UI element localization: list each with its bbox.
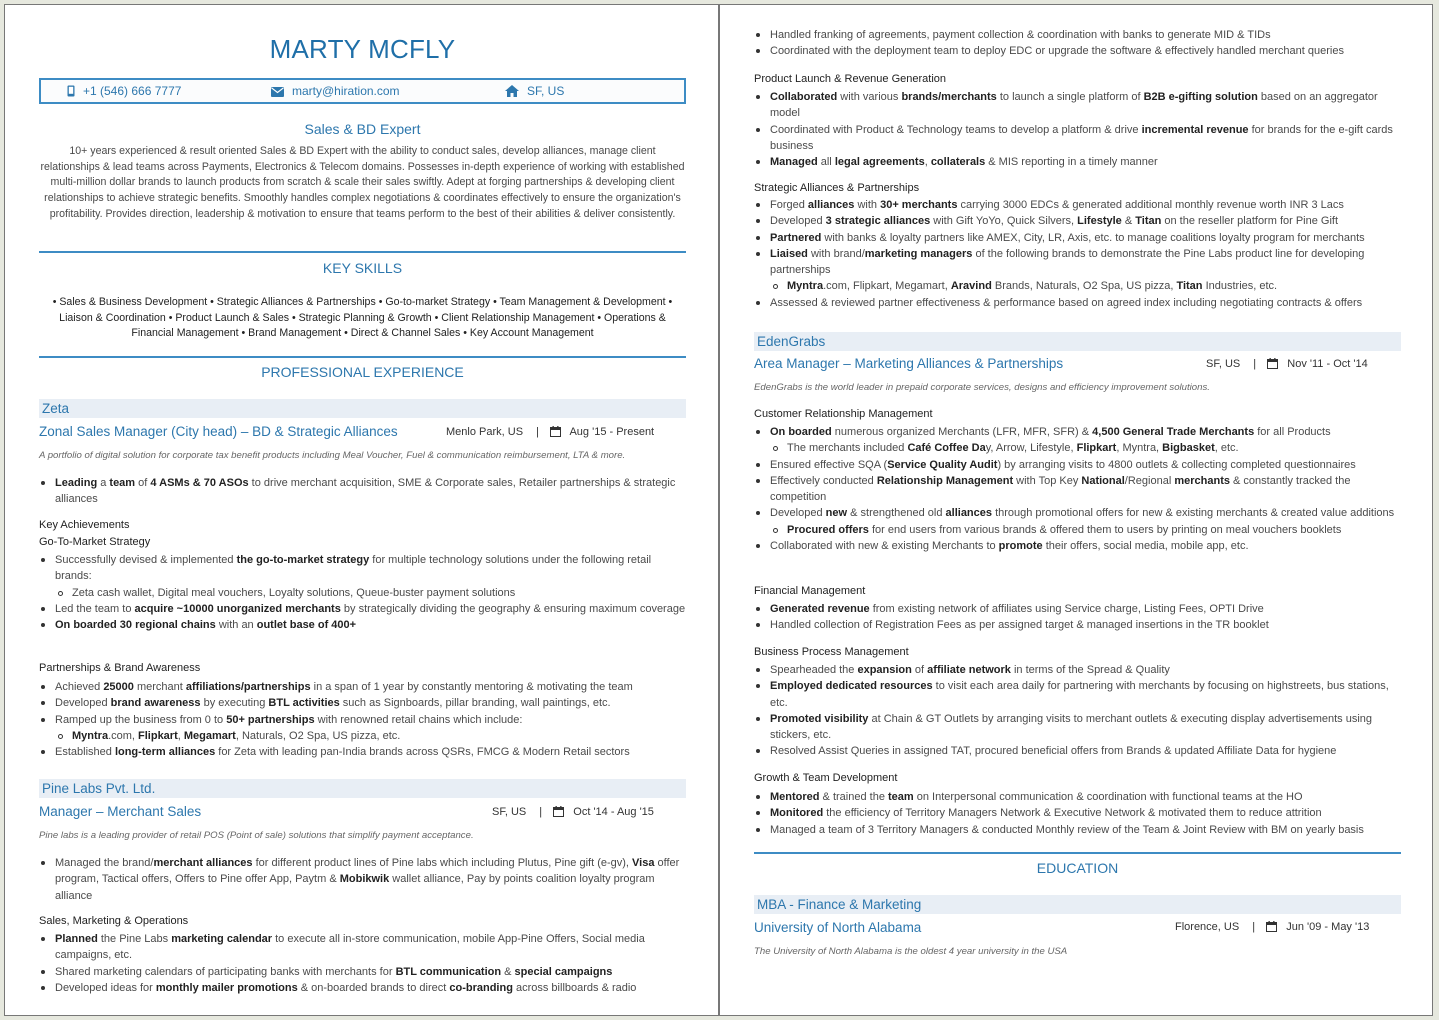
list-item: Coordinated with Product & Technology teams to develop a platform & drive incremental revenue for brands for the e-gift cards business <box>754 122 1401 155</box>
job-meta-edengrabs <box>1206 358 1368 370</box>
bullet-list <box>39 679 686 760</box>
list-item: Managed a team of 3 Territory Managers & conducted Monthly review of the Team & Joint Review with BM on yearly basis <box>754 822 1401 838</box>
company-name-pine-labs: Pine Labs Pvt. Ltd. <box>39 779 686 798</box>
headline: Sales & BD Expert <box>304 121 421 137</box>
key-skills-heading: KEY SKILLS <box>322 260 403 276</box>
subsection-title: Growth & Team Development <box>754 772 898 784</box>
job-location: SF, US <box>492 806 527 818</box>
skills-list: • Sales & Business Development • Strategic Alliances & Partnerships • Go-to-market Strategy • Team Management & Development • Liaison & Coordination • Product Launch & Sales • Strategic Planning & Growth • Client Relationship Management • Operations & Financial Management • Brand Management • Direct & Channel Sales • Key Account Management <box>52 296 673 340</box>
pine-lead-list <box>39 855 686 904</box>
list-item: Coordinated with the deployment team to deploy EDC or upgrade the software & effectively handled merchant queries <box>754 43 1401 59</box>
experience-heading: PROFESSIONAL EXPERIENCE <box>261 364 464 380</box>
subsection-title: Business Process Management <box>754 646 909 658</box>
contact-bar <box>39 78 686 104</box>
email-contact <box>271 84 400 98</box>
bullet-list <box>754 89 1401 170</box>
subsection-title: Customer Relationship Management <box>754 408 933 420</box>
email-address: marty@hiration.com <box>292 84 400 98</box>
company-name-zeta: Zeta <box>39 399 686 418</box>
home-icon <box>505 85 519 97</box>
list-item: Spearheaded the expansion of affiliate network in terms of the Spread & Quality <box>754 662 1401 678</box>
bullet-list <box>754 27 1401 60</box>
subsection-title: Product Launch & Revenue Generation <box>754 73 947 85</box>
key-achievements-label: Key Achievements <box>39 519 130 531</box>
job-dates: Oct '14 - Aug '15 <box>573 806 654 818</box>
subsection-title: Sales, Marketing & Operations <box>39 915 189 927</box>
zeta-lead-list <box>39 475 686 508</box>
list-item: Generated revenue from existing network of affiliates using Service charge, Listing Fees, OPTI Drive <box>754 601 1401 617</box>
list-item: Planned the Pine Labs marketing calendar to execute all in-store communication, mobile App-Pine Offers, Social media campaigns, etc. <box>39 931 686 964</box>
envelope-icon <box>271 87 284 97</box>
list-item: Employed dedicated resources to visit each area daily for partnering with merchants by focusing on highstreets, bus stations, etc. <box>754 678 1401 711</box>
list-item: Forged alliances with 30+ merchants carrying 3000 EDCs & generated additional monthly revenue worth INR 3 Lacs <box>754 197 1401 213</box>
list-item: Leading a team of 4 ASMs & 70 ASOs to drive merchant acquisition, SME & Corporate sales, Retailer partnerships & strategic alliances <box>39 475 686 508</box>
phone-contact <box>67 84 181 98</box>
resume-page-1 <box>4 4 719 1016</box>
list-item: Procured offers for end users from various brands & offered them to users by printing on meal vouchers booklets <box>754 522 1401 538</box>
list-item: On boarded 30 regional chains with an outlet base of 400+ <box>39 617 686 633</box>
list-item: Shared marketing calendars of participating banks with merchants for BTL communication & special campaigns <box>39 964 686 980</box>
list-item: Zeta cash wallet, Digital meal vouchers, Loyalty solutions, Queue-buster payment solutions <box>39 585 686 601</box>
list-item: Collaborated with new & existing Merchants to promote their offers, social media, mobile app, etc. <box>754 538 1401 554</box>
list-item: Handled collection of Registration Fees as per assigned target & managed insertions in the TR booklet <box>754 617 1401 633</box>
separator: | <box>1253 358 1257 370</box>
separator: | <box>1252 921 1256 933</box>
bullet-list <box>754 789 1401 838</box>
bullet-list <box>754 662 1401 760</box>
phone-number: +1 (546) 666 7777 <box>83 84 182 98</box>
bullet-list <box>754 197 1401 311</box>
calendar-icon <box>1266 921 1277 932</box>
list-item: Led the team to acquire ~10000 unorganized merchants by strategically dividing the geography & ensuring maximum coverage <box>39 601 686 617</box>
education-dates: Jun '09 - May '13 <box>1286 921 1370 933</box>
job-title-edengrabs: Area Manager – Marketing Alliances & Partnerships <box>754 356 1064 371</box>
subsection-title: Strategic Alliances & Partnerships <box>754 182 920 194</box>
job-title-pine-labs: Manager – Merchant Sales <box>39 804 202 819</box>
company-description: A portfolio of digital solution for corporate tax benefit products including Meal Voucher, Fuel & communication reimbursement, LTA & more. <box>39 450 626 461</box>
candidate-name: MARTY MCFLY <box>269 34 456 64</box>
calendar-icon <box>553 806 564 817</box>
list-item: Effectively conducted Relationship Management with Top Key National/Regional merchants & constantly tracked the competition <box>754 473 1401 506</box>
list-item: Managed the brand/merchant alliances for different product lines of Pine labs which including Plutus, Pine gift (e-gv), Visa offer program, Tactical offers, Offers to Pine offer App, Paytm & Mobikwik wallet alliance, Pay by points coalition loyalty program alliance <box>39 855 686 904</box>
location-contact <box>505 84 564 98</box>
list-item: Monitored the efficiency of Territory Managers Network & Executive Network & motivated them to reduce attrition <box>754 805 1401 821</box>
bullet-list <box>39 931 686 996</box>
education-meta <box>1175 921 1369 933</box>
education-heading: EDUCATION <box>1036 860 1119 876</box>
phone-icon <box>67 85 75 97</box>
list-item: Resolved Assist Queries in assigned TAT, procured beneficial offers from Brands & updated Affiliate Data for hygiene <box>754 743 1401 759</box>
separator: | <box>539 806 543 818</box>
list-item: Achieved 25000 merchant affiliations/partnerships in a span of 1 year by constantly mentoring & motivating the team <box>39 679 686 695</box>
calendar-icon <box>550 426 561 437</box>
list-item: Developed new & strengthened old alliances through promotional offers for new & existing merchants & created value additions <box>754 505 1401 521</box>
subsection-title: Go-To-Market Strategy <box>39 536 151 548</box>
list-item: Developed ideas for monthly mailer promotions & on-boarded brands to direct co-branding across billboards & radio <box>39 980 686 996</box>
summary-paragraph: 10+ years experienced & result oriented Sales & BD Expert with the ability to conduct sales, develop alliances, manage client relationships & lead teams across Payments, Electronics & Telecom domains. Possesses in-depth experience of working with established multi-million dollar brands to launch products from scratch & scale their sales swiftly. Adept at forging partnerships & developing client relationships to achieve strategic benefits. Smoothly handles complex negotiations & coordinates effectively to ensure the organization's profitability. Provides direction, leadership & motivation to ensure that teams perform to the best of their abilities & deliver consistently. <box>40 145 685 220</box>
list-item: Developed 3 strategic alliances with Gift YoYo, Quick Silvers, Lifestyle & Titan on the reseller platform for Pine Gift <box>754 213 1401 229</box>
list-item: Collaborated with various brands/merchants to launch a single platform of B2B e-gifting solution based on an aggregator model <box>754 89 1401 122</box>
list-item: Handled franking of agreements, payment collection & coordination with banks to generate MID & TIDs <box>754 27 1401 43</box>
job-dates: Aug '15 - Present <box>569 426 655 438</box>
list-item: Developed brand awareness by executing BTL activities such as Signboards, pillar branding, wall paintings, etc. <box>39 695 686 711</box>
job-dates: Nov '11 - Oct '14 <box>1287 358 1368 370</box>
school-name: University of North Alabama <box>754 920 922 935</box>
list-item: Myntra.com, Flipkart, Megamart, Aravind Brands, Naturals, O2 Spa, US pizza, Titan Industries, etc. <box>754 278 1401 294</box>
subsection-title: Financial Management <box>754 585 866 597</box>
list-item: Partnered with banks & loyalty partners like AMEX, City, LR, Axis, etc. to manage coalitions loyalty program for merchants <box>754 230 1401 246</box>
bullet-list <box>754 601 1401 634</box>
list-item: Assessed & reviewed partner effectiveness & performance based on agreed index including negotiating contracts & offers <box>754 295 1401 311</box>
company-description: Pine labs is a leading provider of retail POS (Point of sale) solutions that simplify payment acceptance. <box>39 830 474 841</box>
list-item: Established long-term alliances for Zeta with leading pan-India brands across QSRs, FMCG & Modern Retail sectors <box>39 744 686 760</box>
job-meta-pine-labs <box>492 806 654 818</box>
section-divider <box>754 852 1401 854</box>
subsection-title: Partnerships & Brand Awareness <box>39 662 201 674</box>
separator: | <box>536 426 539 438</box>
list-item: Ensured effective SQA (Service Quality Audit) by arranging visits to 4800 outlets & collecting completed questionnaires <box>754 457 1401 473</box>
bullet-list <box>754 424 1401 554</box>
bullet-list <box>39 552 686 633</box>
list-item: Successfully devised & implemented the go-to-market strategy for multiple technology solutions under the following retail brands: <box>39 552 686 585</box>
school-description: The University of North Alabama is the oldest 4 year university in the USA <box>754 946 1068 957</box>
resume-page-2 <box>719 4 1433 1016</box>
section-divider <box>39 251 686 253</box>
list-item: Mentored & trained the team on Interpersonal communication & coordination with functional teams at the HO <box>754 789 1401 805</box>
list-item: Liaised with brand/marketing managers of the following brands to demonstrate the Pine Labs product line for developing partnerships <box>754 246 1401 279</box>
list-item: Managed all legal agreements, collaterals & MIS reporting in a timely manner <box>754 154 1401 170</box>
company-name-edengrabs: EdenGrabs <box>754 332 1401 351</box>
location-text: SF, US <box>527 84 565 98</box>
school-location: Florence, US <box>1175 921 1240 933</box>
job-meta-zeta <box>446 426 654 438</box>
job-title-zeta: Zonal Sales Manager (City head) – BD & Strategic Alliances <box>39 424 398 439</box>
job-location: SF, US <box>1206 358 1241 370</box>
section-divider <box>39 356 686 358</box>
degree-name: MBA - Finance & Marketing <box>754 895 1401 914</box>
list-item: On boarded numerous organized Merchants (LFR, MFR, SFR) & 4,500 General Trade Merchants for all Products <box>754 424 1401 440</box>
calendar-icon <box>1267 358 1278 369</box>
list-item: Promoted visibility at Chain & GT Outlets by arranging visits to merchant outlets & executing display advertisements using stickers, etc. <box>754 711 1401 744</box>
list-item: Ramped up the business from 0 to 50+ partnerships with renowned retail chains which include: <box>39 712 686 728</box>
job-location: Menlo Park, US <box>446 426 524 438</box>
company-description: EdenGrabs is the world leader in prepaid corporate services, designs and efficiency improvement solutions. <box>754 382 1210 393</box>
list-item: The merchants included Café Coffee Day, Arrow, Lifestyle, Flipkart, Myntra, Bigbasket, etc. <box>754 440 1401 456</box>
list-item: Myntra.com, Flipkart, Megamart, Naturals, O2 Spa, US pizza, etc. <box>39 728 686 744</box>
